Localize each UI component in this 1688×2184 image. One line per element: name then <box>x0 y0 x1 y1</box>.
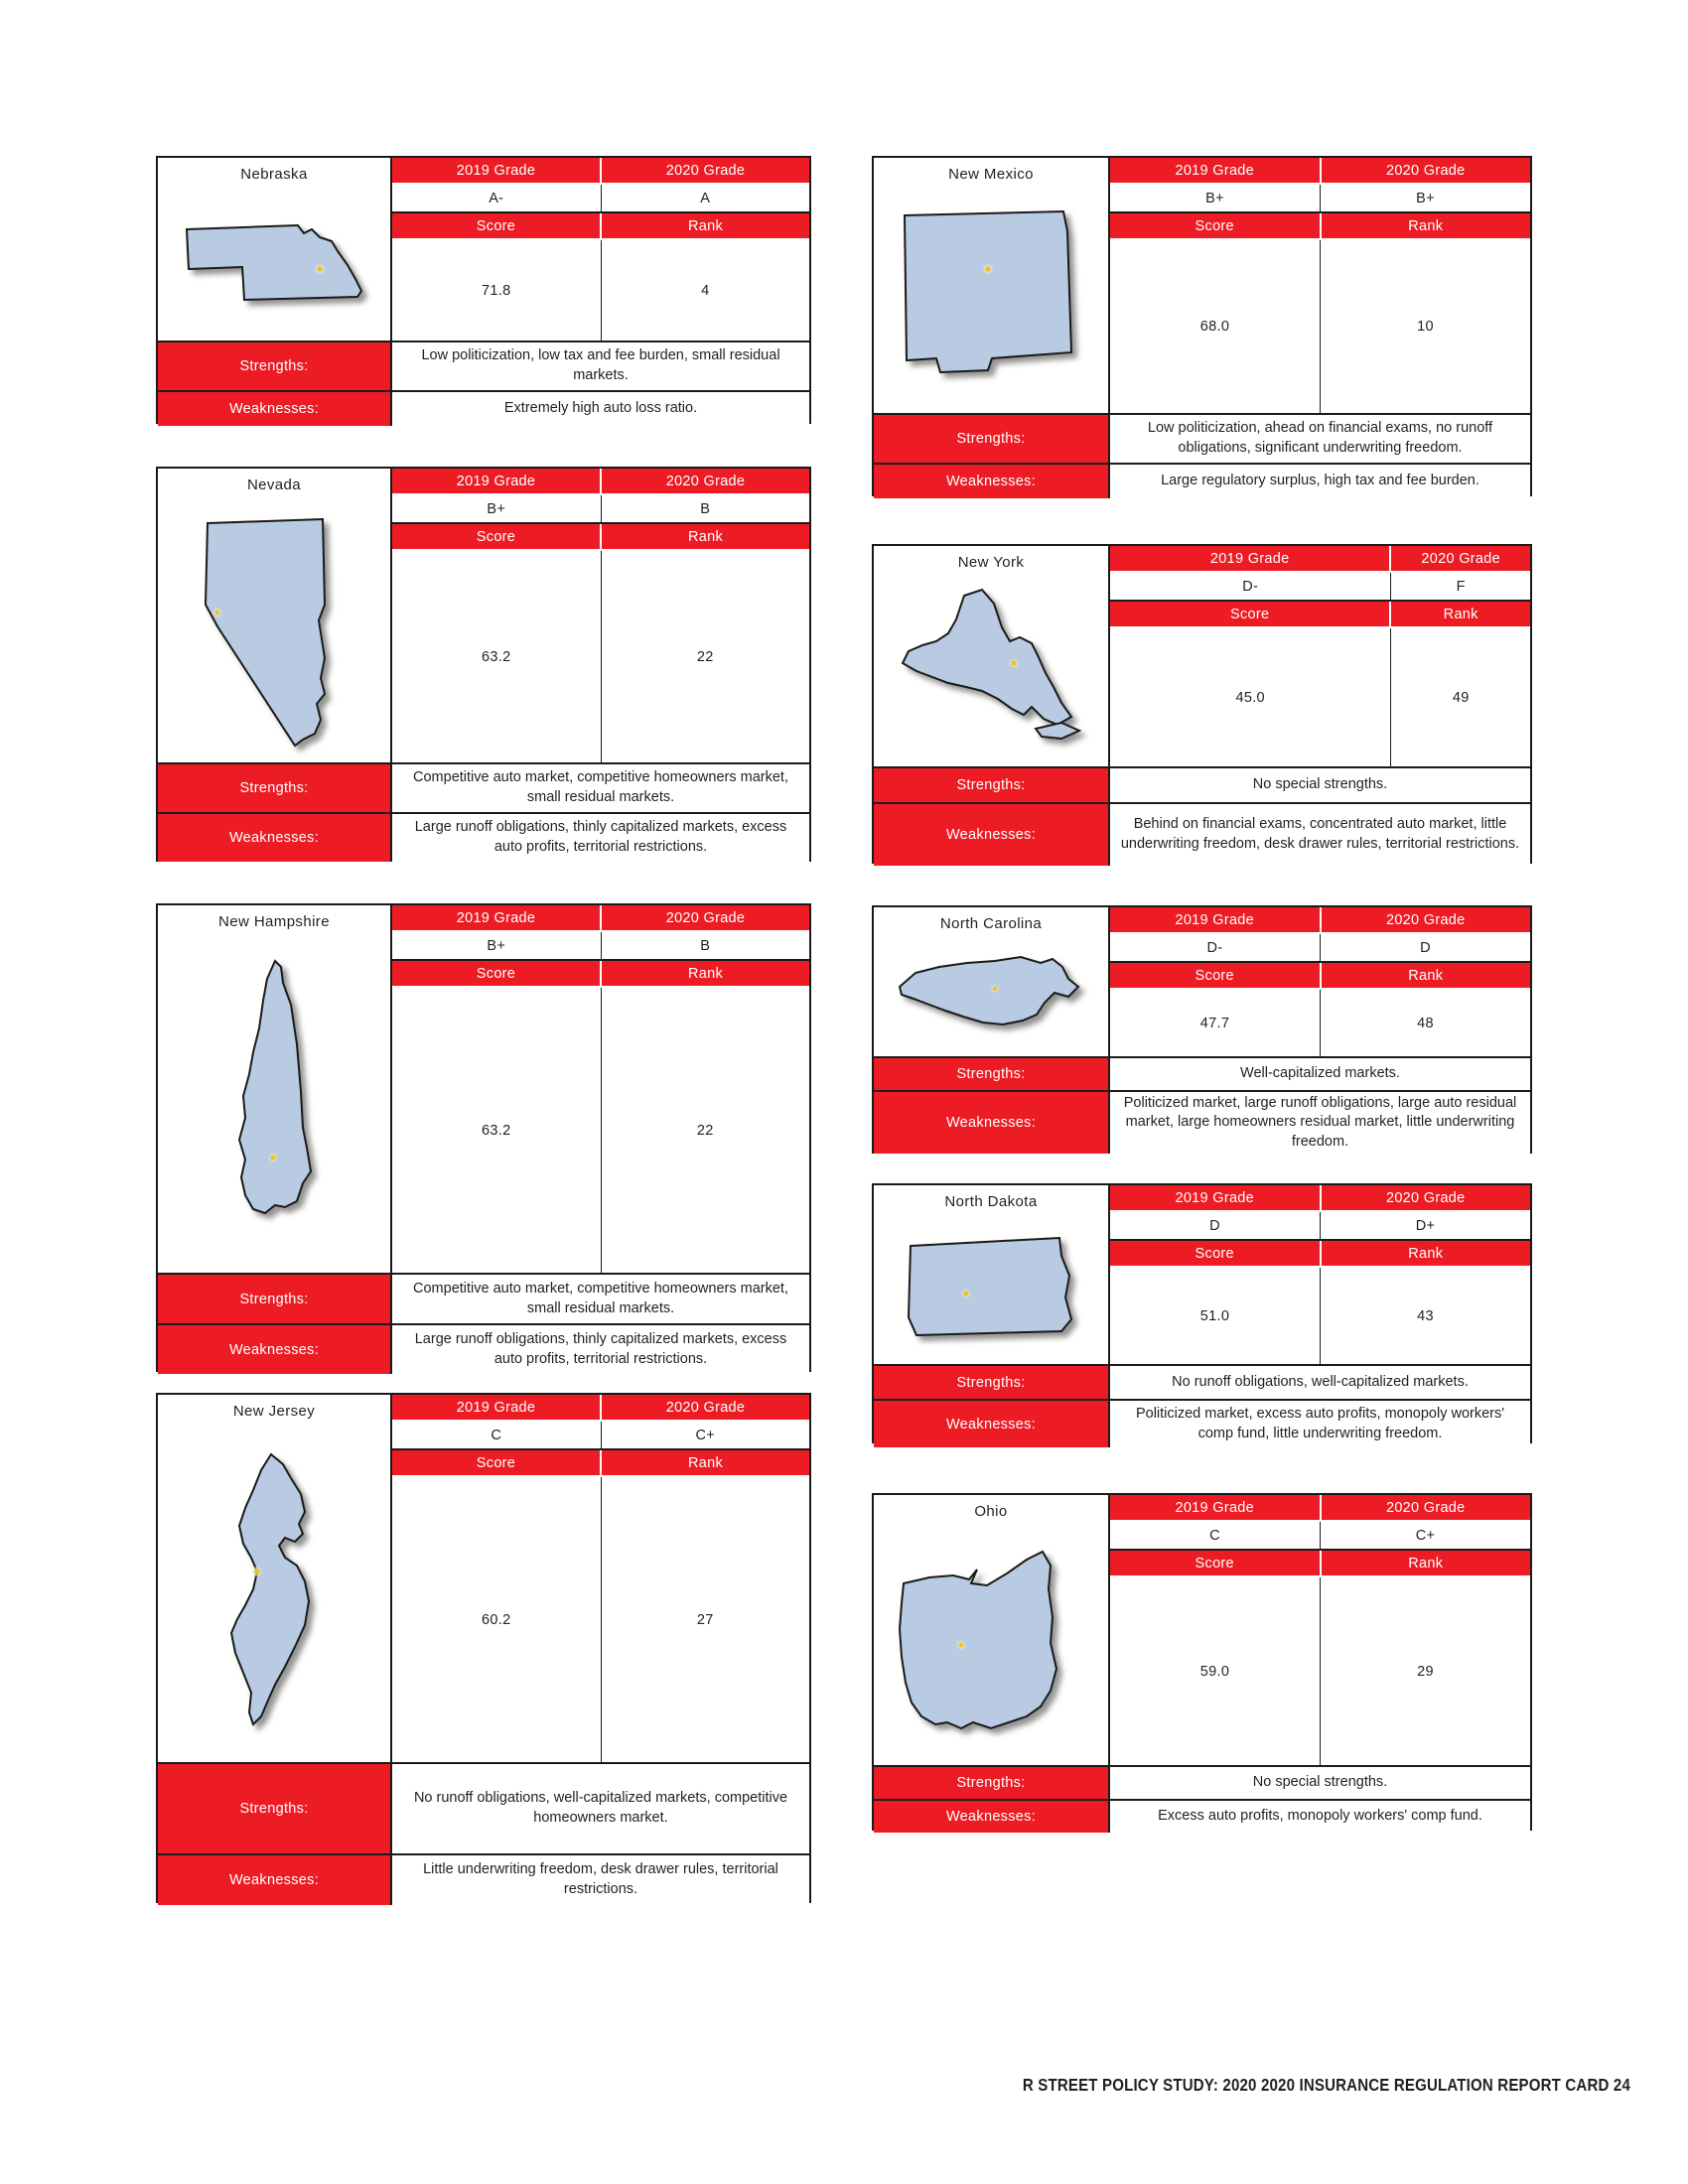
value-score: 63.2 <box>392 988 602 1273</box>
value-2020-grade: B <box>602 495 810 524</box>
strengths-text: Well-capitalized markets. <box>1110 1058 1530 1090</box>
value-2019-grade: B+ <box>392 932 602 961</box>
strengths-label: Strengths: <box>158 342 392 390</box>
header-score: Score <box>1110 602 1391 628</box>
weaknesses-label: Weaknesses: <box>158 1855 392 1905</box>
grades-panel <box>392 158 809 341</box>
value-rank: 10 <box>1321 240 1530 413</box>
state-name: New Hampshire <box>218 913 330 930</box>
value-score: 45.0 <box>1110 628 1391 766</box>
value-rank: 4 <box>602 240 810 341</box>
grades-panel <box>392 469 809 762</box>
weaknesses-label: Weaknesses: <box>158 814 392 862</box>
weaknesses-label: Weaknesses: <box>874 1801 1110 1833</box>
value-rank: 29 <box>1321 1577 1530 1765</box>
value-score: 51.0 <box>1110 1268 1321 1364</box>
header-2019-grade: 2019 Grade <box>392 1395 602 1422</box>
value-2019-grade: D- <box>1110 573 1391 602</box>
strengths-label: Strengths: <box>874 1767 1110 1799</box>
weaknesses-text: Extremely high auto loss ratio. <box>392 392 809 426</box>
map-panel <box>874 1185 1110 1364</box>
state-name: New York <box>957 554 1025 571</box>
header-rank: Rank <box>602 1450 809 1477</box>
value-score: 71.8 <box>392 240 602 341</box>
state-name: North Carolina <box>939 915 1043 932</box>
map-panel <box>158 469 392 762</box>
weaknesses-text: Little underwriting freedom, desk drawer rules, territorial restrictions. <box>392 1855 809 1905</box>
weaknesses-text: Behind on financial exams, concentrated auto market, little underwriting freedom, desk drawer rules, territorial restrictions. <box>1110 804 1530 866</box>
state-name: Nevada <box>246 477 302 493</box>
weaknesses-text: Large runoff obligations, thinly capitalized markets, excess auto profits, territorial restrictions. <box>392 1325 809 1374</box>
weaknesses-label: Weaknesses: <box>874 1401 1110 1447</box>
weaknesses-text: Large runoff obligations, thinly capitalized markets, excess auto profits, territorial restrictions. <box>392 814 809 862</box>
value-2020-grade: D+ <box>1321 1212 1530 1241</box>
header-rank: Rank <box>602 524 809 551</box>
map-panel <box>158 1395 392 1762</box>
weaknesses-label: Weaknesses: <box>874 1092 1110 1154</box>
value-2019-grade: C <box>1110 1522 1321 1551</box>
value-score: 60.2 <box>392 1477 602 1762</box>
state-card-north-dakota <box>872 1183 1532 1443</box>
value-2020-grade: C+ <box>602 1422 810 1450</box>
header-2019-grade: 2019 Grade <box>1110 158 1322 185</box>
strengths-text: No special strengths. <box>1110 768 1530 802</box>
state-card-nevada <box>156 467 811 862</box>
value-2020-grade: B <box>602 932 810 961</box>
value-2019-grade: D- <box>1110 934 1321 963</box>
value-rank: 22 <box>602 988 810 1273</box>
value-2019-grade: C <box>392 1422 602 1450</box>
header-2020-grade: 2020 Grade <box>602 1395 809 1422</box>
map-panel <box>874 907 1110 1056</box>
grades-panel <box>1110 158 1530 413</box>
header-2020-grade: 2020 Grade <box>602 469 809 495</box>
header-score: Score <box>1110 1241 1322 1268</box>
header-2020-grade: 2020 Grade <box>602 905 809 932</box>
grades-panel <box>1110 1185 1530 1364</box>
strengths-text: No runoff obligations, well-capitalized markets. <box>1110 1366 1530 1399</box>
state-name: New Jersey <box>232 1403 316 1420</box>
page-footer <box>228 2075 1630 2096</box>
header-score: Score <box>1110 1551 1322 1577</box>
header-rank: Rank <box>1322 1241 1531 1268</box>
header-2019-grade: 2019 Grade <box>1110 907 1322 934</box>
value-2020-grade: C+ <box>1321 1522 1530 1551</box>
grades-panel <box>392 1395 809 1762</box>
weaknesses-label: Weaknesses: <box>874 465 1110 498</box>
north-dakota-map <box>874 1211 1108 1364</box>
new-hampshire-map <box>158 931 390 1273</box>
ohio-map <box>874 1521 1108 1765</box>
header-2019-grade: 2019 Grade <box>392 158 602 185</box>
state-name: North Dakota <box>944 1193 1038 1210</box>
map-panel <box>874 546 1110 766</box>
nebraska-map <box>158 184 390 341</box>
strengths-label: Strengths: <box>158 1764 392 1853</box>
header-score: Score <box>392 524 602 551</box>
header-score: Score <box>1110 963 1322 990</box>
weaknesses-label: Weaknesses: <box>158 392 392 426</box>
nevada-map <box>158 494 390 762</box>
weaknesses-text: Politicized market, large runoff obligations, large auto residual market, large homeowners residual market, little underwriting freedom. <box>1110 1092 1530 1154</box>
header-2020-grade: 2020 Grade <box>602 158 809 185</box>
strengths-text: Competitive auto market, competitive homeowners market, small residual markets. <box>392 1275 809 1323</box>
grades-panel <box>1110 1495 1530 1765</box>
strengths-label: Strengths: <box>874 415 1110 463</box>
header-score: Score <box>1110 213 1322 240</box>
map-panel <box>158 158 392 341</box>
header-2020-grade: 2020 Grade <box>1322 907 1531 934</box>
state-card-north-carolina <box>872 905 1532 1154</box>
value-score: 68.0 <box>1110 240 1321 413</box>
state-card-new-york <box>872 544 1532 864</box>
state-card-new-jersey <box>156 1393 811 1903</box>
strengths-label: Strengths: <box>158 1275 392 1323</box>
header-2019-grade: 2019 Grade <box>392 905 602 932</box>
map-panel <box>874 1495 1110 1765</box>
strengths-text: No runoff obligations, well-capitalized markets, competitive homeowners market. <box>392 1764 809 1853</box>
header-2019-grade: 2019 Grade <box>1110 1185 1322 1212</box>
weaknesses-label: Weaknesses: <box>158 1325 392 1374</box>
value-2019-grade: D <box>1110 1212 1321 1241</box>
header-2019-grade: 2019 Grade <box>392 469 602 495</box>
value-rank: 48 <box>1321 990 1530 1056</box>
header-rank: Rank <box>1391 602 1530 628</box>
value-2019-grade: B+ <box>392 495 602 524</box>
strengths-label: Strengths: <box>874 1058 1110 1090</box>
strengths-text: Low politicization, ahead on financial exams, no runoff obligations, significant underwriting freedom. <box>1110 415 1530 463</box>
state-card-ohio <box>872 1493 1532 1831</box>
state-card-new-hampshire <box>156 903 811 1372</box>
header-2020-grade: 2020 Grade <box>1322 1495 1531 1522</box>
value-2020-grade: B+ <box>1321 185 1530 213</box>
state-name: Nebraska <box>240 166 308 183</box>
weaknesses-label: Weaknesses: <box>874 804 1110 866</box>
grades-panel <box>1110 546 1530 766</box>
value-rank: 27 <box>602 1477 810 1762</box>
state-card-new-mexico <box>872 156 1532 496</box>
header-rank: Rank <box>1322 963 1531 990</box>
header-score: Score <box>392 1450 602 1477</box>
header-rank: Rank <box>1322 213 1531 240</box>
strengths-label: Strengths: <box>158 764 392 812</box>
value-score: 63.2 <box>392 551 602 762</box>
header-2020-grade: 2020 Grade <box>1391 546 1530 573</box>
state-name: Ohio <box>974 1503 1008 1520</box>
header-2019-grade: 2019 Grade <box>1110 546 1391 573</box>
value-rank: 43 <box>1321 1268 1530 1364</box>
value-2020-grade: D <box>1321 934 1530 963</box>
header-2020-grade: 2020 Grade <box>1322 158 1531 185</box>
strengths-label: Strengths: <box>874 768 1110 802</box>
weaknesses-text: Politicized market, excess auto profits, monopoly workers' comp fund, little underwriting freedom. <box>1110 1401 1530 1447</box>
map-panel <box>158 905 392 1273</box>
footer-text: R STREET POLICY STUDY: 2020 2020 INSURANCE REGULATION REPORT CARD 24 <box>1022 2075 1630 2095</box>
value-rank: 49 <box>1391 628 1530 766</box>
new-jersey-map <box>158 1421 390 1762</box>
weaknesses-text: Large regulatory surplus, high tax and fee burden. <box>1110 465 1530 498</box>
value-score: 59.0 <box>1110 1577 1321 1765</box>
value-2019-grade: A- <box>392 185 602 213</box>
value-2020-grade: F <box>1391 573 1530 602</box>
new-york-map <box>874 572 1108 766</box>
state-card-nebraska <box>156 156 811 424</box>
strengths-text: Low politicization, low tax and fee burden, small residual markets. <box>392 342 809 390</box>
header-rank: Rank <box>602 213 809 240</box>
value-rank: 22 <box>602 551 810 762</box>
map-panel <box>874 158 1110 413</box>
north-carolina-map <box>874 933 1108 1056</box>
header-rank: Rank <box>602 961 809 988</box>
strengths-text: Competitive auto market, competitive homeowners market, small residual markets. <box>392 764 809 812</box>
strengths-text: No special strengths. <box>1110 1767 1530 1799</box>
value-2020-grade: A <box>602 185 810 213</box>
new-mexico-map <box>874 184 1108 413</box>
header-score: Score <box>392 961 602 988</box>
value-score: 47.7 <box>1110 990 1321 1056</box>
value-2019-grade: B+ <box>1110 185 1321 213</box>
header-rank: Rank <box>1322 1551 1531 1577</box>
grades-panel <box>392 905 809 1273</box>
header-2019-grade: 2019 Grade <box>1110 1495 1322 1522</box>
weaknesses-text: Excess auto profits, monopoly workers' comp fund. <box>1110 1801 1530 1833</box>
state-name: New Mexico <box>948 166 1034 183</box>
grades-panel <box>1110 907 1530 1056</box>
header-score: Score <box>392 213 602 240</box>
header-2020-grade: 2020 Grade <box>1322 1185 1531 1212</box>
strengths-label: Strengths: <box>874 1366 1110 1399</box>
